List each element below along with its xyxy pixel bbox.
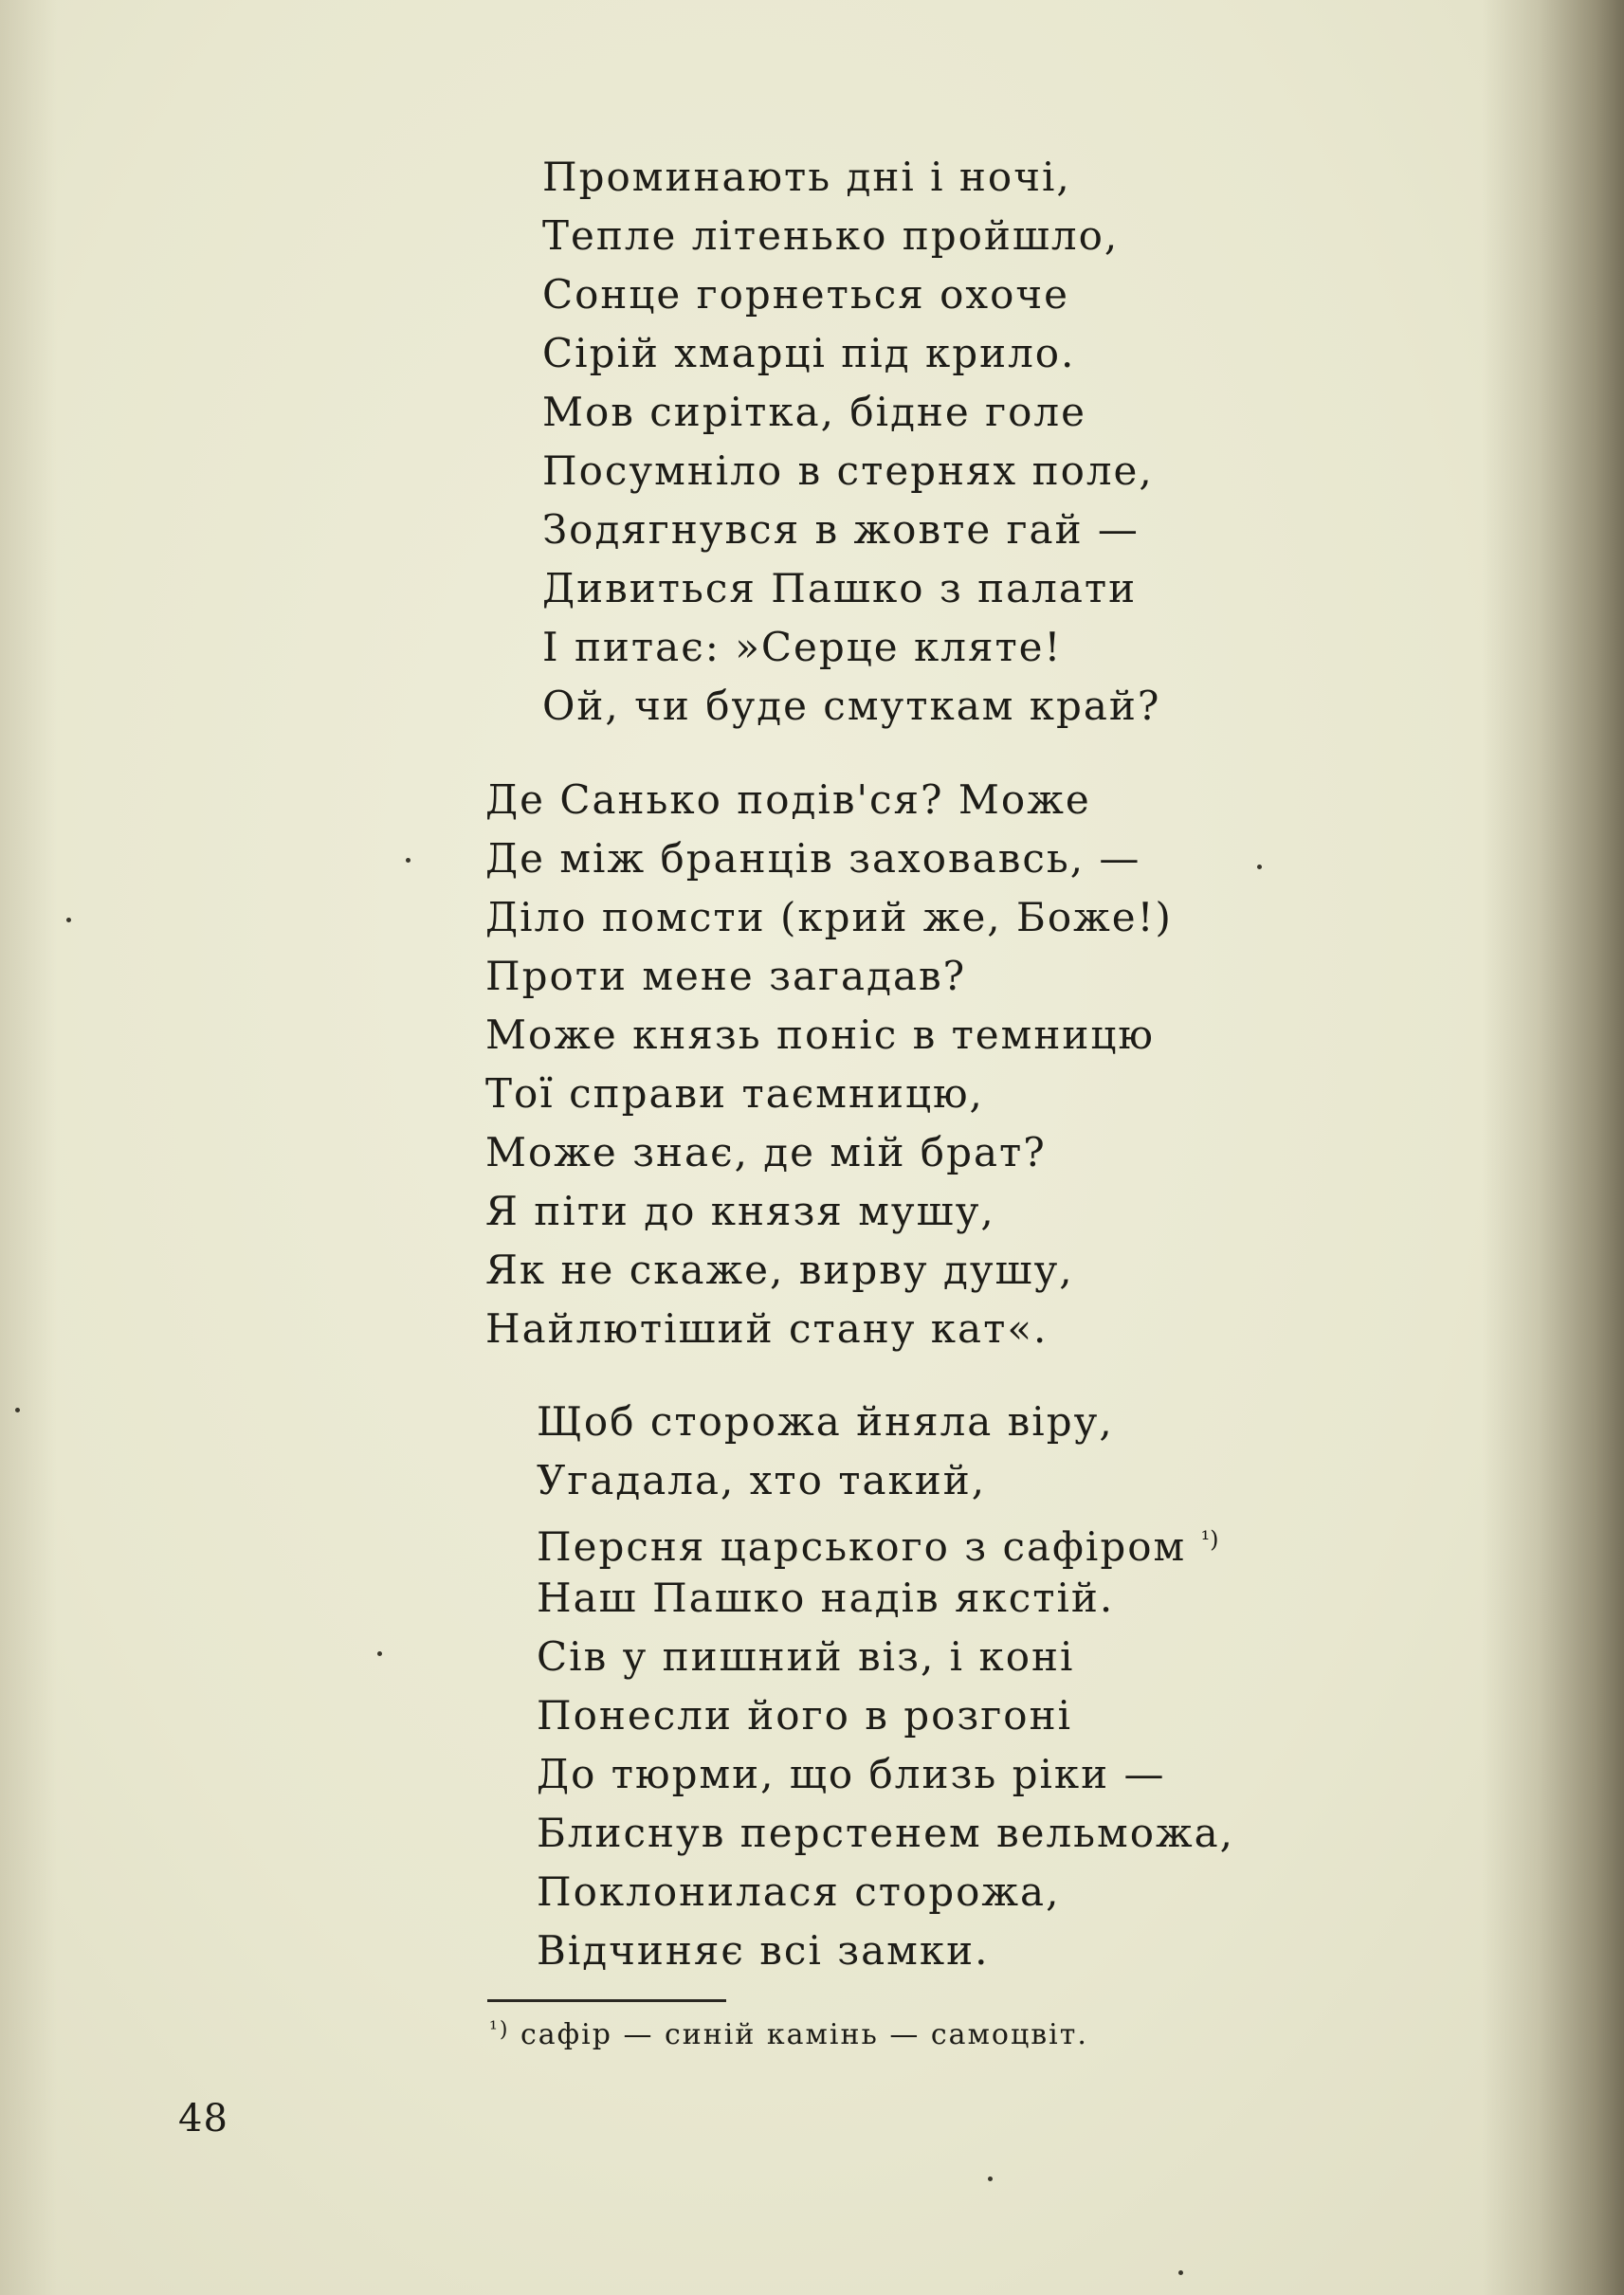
- verse-line: Я піти до князя мушу,: [485, 1188, 995, 1234]
- stanza-2: [485, 771, 1173, 1358]
- verse-line: Найлютіший стану кат«.: [485, 1305, 1049, 1352]
- binding-gutter-shadow: [1482, 0, 1624, 2295]
- verse-line: Сів у пишний віз, і коні: [537, 1633, 1075, 1680]
- paper-speck: [988, 2177, 993, 2181]
- verse-line: Тої справи таємницю,: [485, 1070, 984, 1117]
- verse-line: Ой, чи буде смуткам край?: [542, 683, 1161, 729]
- verse-line-with-footnote: [537, 1510, 1234, 1569]
- footnote-divider: [487, 1999, 726, 2002]
- paper-speck: [377, 1651, 382, 1656]
- footnote-reference: ¹): [1200, 1526, 1219, 1553]
- verse-line: Понесли його в розгоні: [537, 1692, 1073, 1739]
- verse-line: Сірій хмарці під крило.: [542, 330, 1076, 376]
- paper-speck: [66, 918, 71, 922]
- verse-line: Зодягнувся в жовте гай —: [542, 506, 1140, 553]
- paper-speck: [1178, 2270, 1183, 2275]
- verse-line: Відчиняє всі замки.: [537, 1927, 990, 1974]
- verse-line: Посумніло в стернях поле,: [542, 447, 1154, 494]
- verse-line: Проти мене загадав?: [485, 953, 967, 999]
- footnote-text: сафір — синій камінь — самоцвіт.: [520, 2018, 1088, 2051]
- verse-line: Блиснув перстенем вельможа,: [537, 1810, 1235, 1856]
- verse-line: Тепле літенько пройшло,: [542, 212, 1120, 259]
- verse-line: Поклонилася сторожа,: [537, 1868, 1061, 1915]
- verse-line-text: Персня царського з сафіром: [537, 1523, 1187, 1570]
- verse-line: Проминають дні і ночі,: [542, 154, 1071, 200]
- verse-line: Може князь поніс в темницю: [485, 1011, 1155, 1058]
- verse-line: І питає: »Серце кляте!: [542, 624, 1063, 670]
- verse-line: Може знає, де мій брат?: [485, 1129, 1047, 1175]
- verse-line: Де між бранців заховавсь, —: [485, 835, 1141, 882]
- page-number: 48: [178, 2097, 228, 2140]
- stanza-3: [537, 1393, 1234, 1980]
- verse-line: До тюрми, що близь ріки —: [537, 1751, 1166, 1797]
- verse-line: Наш Пашко надів якстій.: [537, 1575, 1115, 1621]
- paper-speck: [406, 858, 411, 863]
- footnote: [489, 2012, 1088, 2054]
- verse-line: Щоб сторожа йняла віру,: [537, 1398, 1114, 1445]
- verse-line: Як не скаже, вирву душу,: [485, 1247, 1074, 1293]
- footnote-marker: ¹): [489, 2018, 510, 2042]
- paper-speck: [15, 1408, 20, 1412]
- verse-line: Діло помсти (крий же, Боже!): [485, 894, 1173, 940]
- verse-line: Де Санько подів'ся? Може: [485, 776, 1091, 823]
- paper-speck: [1257, 865, 1262, 869]
- stanza-1: [542, 148, 1160, 736]
- verse-line: Сонце горнеться охоче: [542, 271, 1070, 318]
- verse-line: Мов сирітка, бідне голе: [542, 389, 1086, 435]
- verse-line: Дивиться Пашко з палати: [542, 565, 1138, 611]
- verse-line: Угадала, хто такий,: [537, 1457, 987, 1503]
- page-left-shade: [0, 0, 57, 2295]
